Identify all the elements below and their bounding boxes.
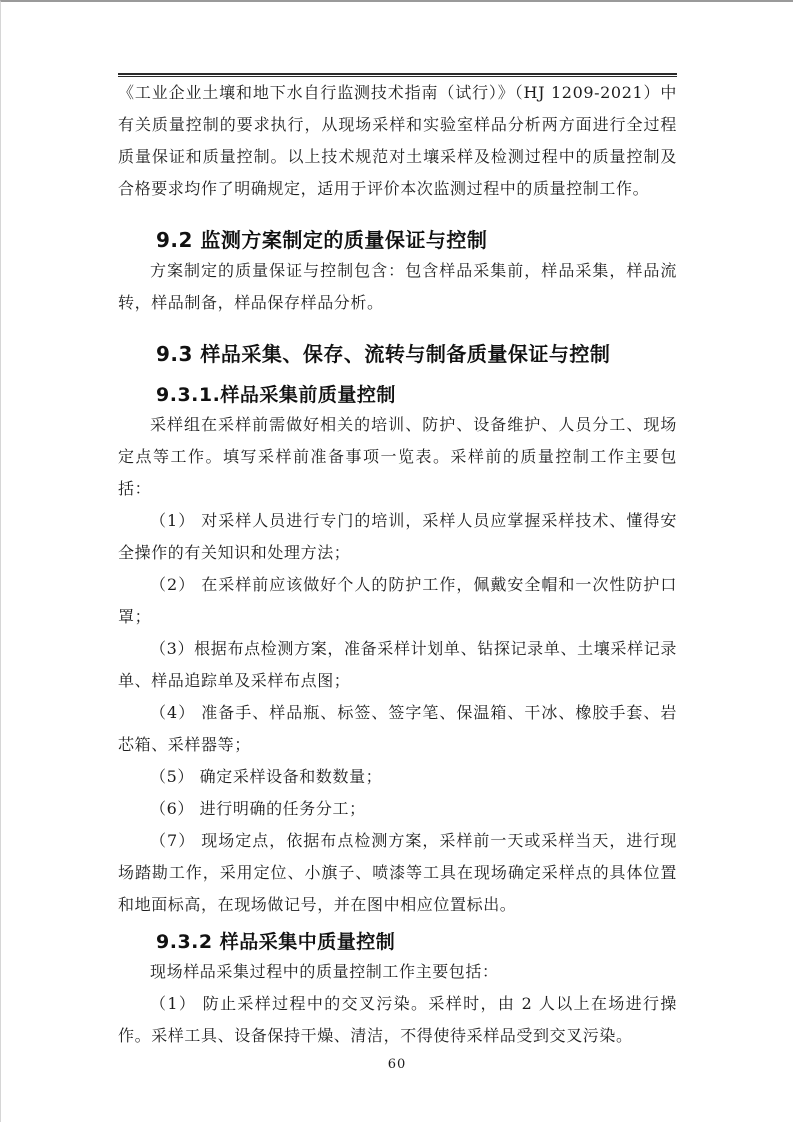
page-content bbox=[118, 2, 677, 1052]
list-item-931-7: （7） 现场定点，依据布点检测方案，采样前一天或采样当天，进行现场踏勘工作，采用定位、小旗子、喷漆等工具在现场确定采样点的具体位置和地面标高，在现场做记号，并在图中相应位置标出。 bbox=[118, 831, 677, 914]
list-item-931-4: （4） 准备手、样品瓶、标签、签字笔、保温箱、干冰、橡胶手套、岩芯箱、采样器等； bbox=[118, 703, 677, 754]
heading-9-3: 9.3 样品采集、保存、流转与制备质量保证与控制 bbox=[156, 342, 611, 366]
heading-9-3-1: 9.3.1.样品采集前质量控制 bbox=[156, 384, 396, 406]
paragraph-9-2: 方案制定的质量保证与控制包含：包含样品采集前，样品采集，样品流转，样品制备，样品保存样品分析。 bbox=[118, 261, 677, 312]
list-item-931-6: （6） 进行明确的任务分工； bbox=[150, 799, 366, 818]
list-item-932-1: （1） 防止采样过程中的交叉污染。采样时，由 2 人以上在场进行操作。采样工具、设备保持干燥、清洁，不得使待采样品受到交叉污染。 bbox=[118, 994, 677, 1045]
list-item-931-3: （3）根据布点检测方案，准备采样计划单、钻探记录单、土壤采样记录单、样品追踪单及采样布点图； bbox=[118, 639, 677, 690]
list-item-931-1: （1） 对采样人员进行专门的培训，采样人员应掌握采样技术、懂得安全操作的有关知识和处理方法； bbox=[118, 511, 677, 562]
list-item-931-2: （2） 在采样前应该做好个人的防护工作，佩戴安全帽和一次性防护口罩； bbox=[118, 575, 677, 626]
heading-9-3-2: 9.3.2 样品采集中质量控制 bbox=[156, 931, 396, 953]
paragraph-9-3-1-intro: 采样组在采样前需做好相关的培训、防护、设备维护、人员分工、现场定点等工作。填写采样前准备事项一览表。采样前的质量控制工作主要包括： bbox=[118, 415, 677, 498]
page-number: 60 bbox=[387, 1057, 407, 1072]
heading-9-2: 9.2 监测方案制定的质量保证与控制 bbox=[156, 228, 488, 252]
list-item-931-5: （5） 确定采样设备和数数量； bbox=[150, 767, 383, 786]
intro-paragraph: 《工业企业土壤和地下水自行监测技术指南（试行）》（HJ 1209-2021）中有关质量控制的要求执行，从现场采样和实验室样品分析两方面进行全过程质量保证和质量控制。以上技术规范对土壤采样及检测过程中的质量控制及合格要求均作了明确规定，适用于评价本次监测过程中的质量控制工作。 bbox=[118, 83, 677, 198]
paragraph-9-3-2-intro: 现场样品采集过程中的质量控制工作主要包括： bbox=[150, 962, 499, 981]
